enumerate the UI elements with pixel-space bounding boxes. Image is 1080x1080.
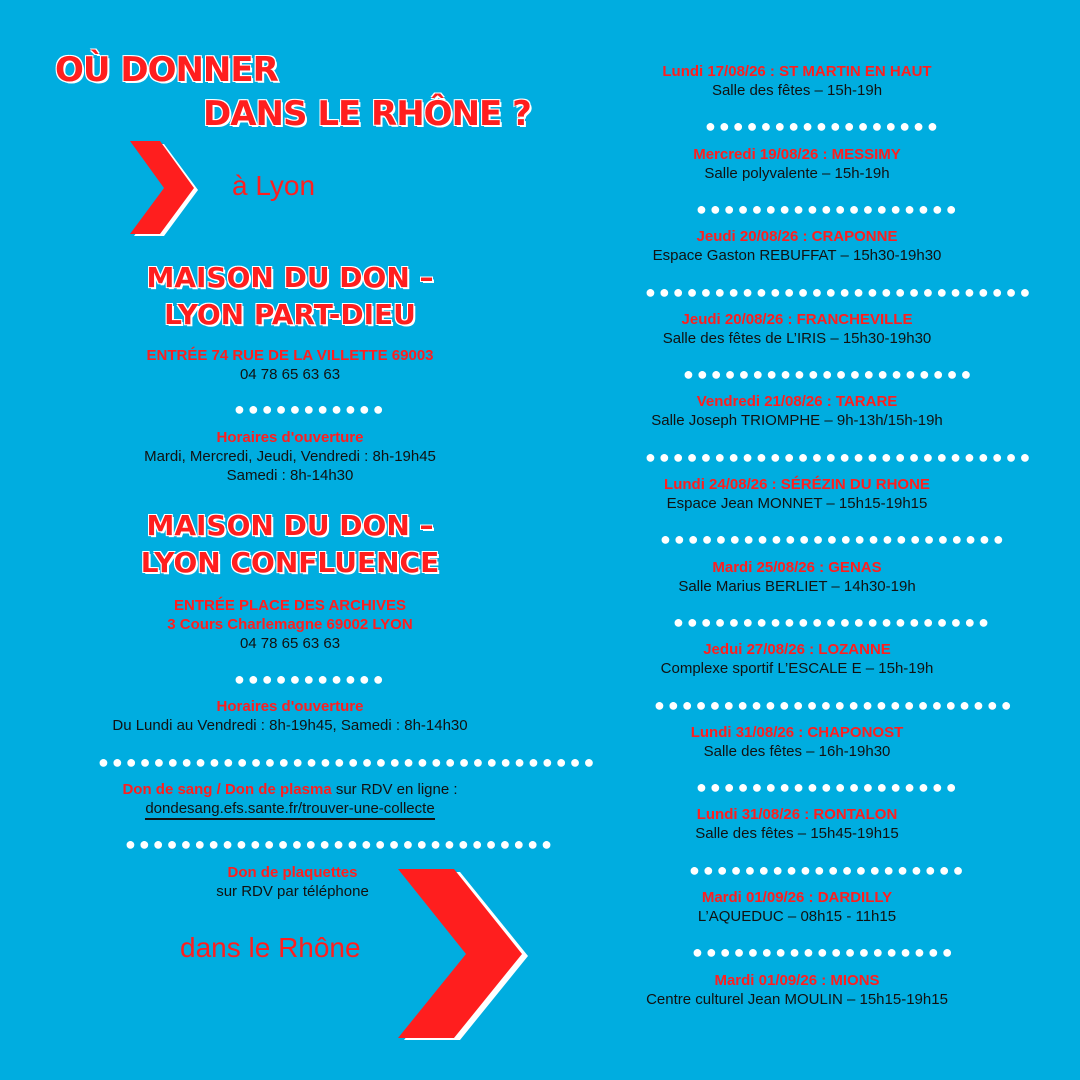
event-item xyxy=(600,145,994,183)
chevron-right-icon xyxy=(128,140,200,238)
part-dieu-title-line-2: LYON PART-DIEU xyxy=(164,298,416,331)
event-heading: Mercredi 19/08/26 : MESSIMY xyxy=(693,146,901,163)
event-item xyxy=(600,62,994,100)
event-place: Espace Gaston REBUFFAT – 15h30-19h30 xyxy=(652,247,942,264)
dots-divider: ●●●●●●●●●●●●●●●●●●● xyxy=(692,942,956,962)
part-dieu-hours-2: Samedi : 8h-14h30 xyxy=(226,467,354,484)
event-item xyxy=(600,558,994,596)
confluence-address-2: 3 Cours Charlemagne 69002 LYON xyxy=(167,616,413,633)
event-place: Espace Jean MONNET – 15h15-19h15 xyxy=(666,495,928,512)
event-item xyxy=(600,805,994,843)
event-place: Salle des fêtes de L’IRIS – 15h30-19h30 xyxy=(662,330,932,347)
dots-divider: ●●●●●●●●●●●●●●●●●●●●●●●●● xyxy=(660,529,1007,549)
part-dieu-hours-1: Mardi, Mercredi, Jeudi, Vendredi : 8h-19h45 xyxy=(144,448,436,465)
event-heading: Lundi 17/08/26 : ST MARTIN EN HAUT xyxy=(662,63,932,80)
confluence-title xyxy=(90,507,490,581)
event-heading: Vendredi 21/08/26 : TARARE xyxy=(696,393,898,410)
event-place: Salle des fêtes – 15h45-19h15 xyxy=(695,825,899,842)
event-place: Salle des fêtes – 15h-19h xyxy=(711,82,883,99)
event-heading: Mardi 01/09/26 : DARDILLY xyxy=(701,889,893,906)
chevron-right-icon xyxy=(396,868,530,1044)
lyon-label: à Lyon xyxy=(232,170,316,201)
title-line-1: OÙ DONNER xyxy=(55,50,278,90)
event-place: Complexe sportif L’ESCALE E – 15h-19h xyxy=(660,660,934,677)
platelets-label: Don de plaquettes xyxy=(227,864,358,881)
event-item xyxy=(600,392,994,430)
confluence-address-1: ENTRÉE PLACE DES ARCHIVES xyxy=(174,597,406,614)
event-heading: Lundi 24/08/26 : SÉRÉZIN DU RHONE xyxy=(664,476,930,493)
event-place: Salle Marius BERLIET – 14h30-19h xyxy=(678,578,916,595)
dots-divider: ●●●●●●●●●●●●●●●●●●●● xyxy=(689,860,967,880)
dots-divider: ●●●●●●●●●●●●●●●●●●●●●●● xyxy=(673,612,993,632)
event-place: L’AQUEDUC – 08h15 - 11h15 xyxy=(697,908,897,925)
event-heading: Lundi 31/08/26 : RONTALON xyxy=(696,806,898,823)
dots-divider: ●●●●●●●●●●●●●●●●●●●●●●●●●●●●●●●●●●●● xyxy=(98,752,598,772)
confluence-title-line-1: MAISON DU DON – xyxy=(146,509,434,542)
dots-divider: ●●●●●●●●●●● xyxy=(234,669,387,689)
dots-divider: ●●●●●●●●●●●●●●●●● xyxy=(705,116,941,136)
blood-donation-label: Don de sang / Don de plasma xyxy=(122,781,332,798)
event-heading: Lundi 31/08/26 : CHAPONOST xyxy=(690,724,904,741)
blood-donation-link[interactable]: dondesang.efs.sante.fr/trouver-une-collecte xyxy=(145,800,434,820)
event-item xyxy=(600,723,994,761)
event-item xyxy=(600,971,994,1009)
confluence-hours-1: Du Lundi au Vendredi : 8h-19h45, Samedi : 8h-14h30 xyxy=(112,717,468,734)
part-dieu-hours-title: Horaires d'ouverture xyxy=(216,429,364,446)
part-dieu-title xyxy=(100,259,480,333)
rhone-label: dans le Rhône xyxy=(180,932,361,963)
event-item xyxy=(600,888,994,926)
event-heading: Mardi 01/09/26 : MIONS xyxy=(714,972,880,989)
dots-divider: ●●●●●●●●●●●●●●●●●●● xyxy=(696,777,960,797)
confluence-title-line-2: LYON CONFLUENCE xyxy=(140,546,440,579)
part-dieu-address: ENTRÉE 74 RUE DE LA VILLETTE 69003 xyxy=(146,347,434,364)
dots-divider: ●●●●●●●●●●●●●●●●●●●●●●●●●●●● xyxy=(645,282,1034,302)
event-item xyxy=(600,640,994,678)
title-line-2: DANS LE RHÔNE ? xyxy=(203,94,531,134)
event-place: Salle polyvalente – 15h-19h xyxy=(704,165,890,182)
confluence-phone: 04 78 65 63 63 xyxy=(239,635,341,652)
part-dieu-phone: 04 78 65 63 63 xyxy=(239,366,341,383)
event-heading: Mardi 25/08/26 : GENAS xyxy=(712,559,882,576)
event-heading: Jeudi 20/08/26 : CRAPONNE xyxy=(696,228,898,245)
event-item xyxy=(600,475,994,513)
event-item xyxy=(600,227,994,265)
event-place: Salle Joseph TRIOMPHE – 9h-13h/15h-19h xyxy=(651,412,943,429)
confluence-hours-title: Horaires d'ouverture xyxy=(216,698,364,715)
dots-divider: ●●●●●●●●●●● xyxy=(234,399,387,419)
event-place: Salle des fêtes – 16h-19h30 xyxy=(703,743,891,760)
dots-divider: ●●●●●●●●●●●●●●●●●●●●●●●●●●●●●●● xyxy=(125,834,556,854)
part-dieu-title-line-1: MAISON DU DON – xyxy=(146,261,434,294)
event-item xyxy=(600,310,994,348)
dots-divider: ●●●●●●●●●●●●●●●●●●●●●●●●●●●● xyxy=(645,447,1034,467)
platelets-rdv: sur RDV par téléphone xyxy=(216,883,369,900)
dots-divider: ●●●●●●●●●●●●●●●●●●● xyxy=(696,199,960,219)
dots-divider: ●●●●●●●●●●●●●●●●●●●●●●●●●● xyxy=(654,695,1015,715)
event-heading: Jeudi 20/08/26 : FRANCHEVILLE xyxy=(681,311,913,328)
dots-divider: ●●●●●●●●●●●●●●●●●●●●● xyxy=(683,364,975,384)
event-place: Centre culturel Jean MOULIN – 15h15-19h15 xyxy=(646,991,948,1008)
event-heading: Jedui 27/08/26 : LOZANNE xyxy=(703,641,891,658)
blood-donation-rdv: sur RDV en ligne : xyxy=(331,781,458,798)
